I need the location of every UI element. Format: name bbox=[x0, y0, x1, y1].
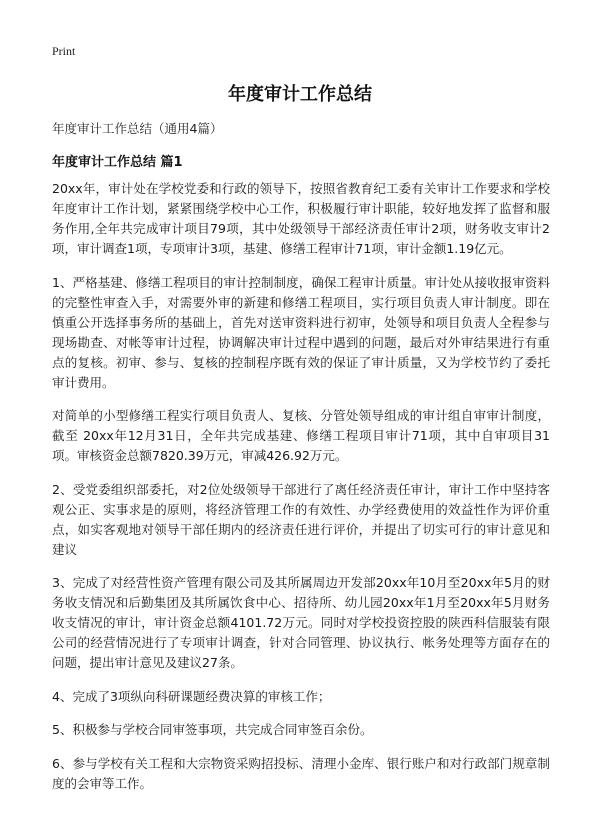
document-subtitle: 年度审计工作总结（通用4篇） bbox=[52, 121, 223, 136]
paragraph-intro: 20xx年，审计处在学校党委和行政的领导下，按照省教育纪工委有关审计工作要求和学校年度审计工作计划，紧紧围绕学校中心工作，积极履行审计职能，较好地发挥了监督和服务作用,全年共完成审计项目79项，其中处级领导干部经济责任审计2项，财务收支审计2项，审计调查1项，专项审计3项，基建、修缮工程审计71项，审计金额1.19亿元。 bbox=[52, 181, 550, 256]
paragraph-item-5: 5、积极参与学校合同审签事项，共完成合同审签百余份。 bbox=[52, 722, 373, 737]
document-body bbox=[52, 179, 550, 807]
paragraph-item-1: 1、严格基建、修缮工程项目的审计控制制度，确保工程审计质量。审计处从接收报审资料的完整性审查入手，对需要外审的新建和修缮工程项目，实行项目负责人审计制度。即在慎重公开选择事务所的基础上，首先对送审资料进行初审，处领导和项目负责人全程参与现场勘查、对帐等审计过程，协调解决审计过程中遇到的问题，最后对外审结果进行有重点的复核。初审、参与、复核的控制程序既有效的保证了审计质量，又为学校节约了委托审计费用。 bbox=[52, 274, 550, 390]
paragraph-item-3: 3、完成了对经营性资产管理有限公司及其所属周边开发部20xx年10月至20xx年5月的财务收支情况和后勤集团及其所属饮食中心、招待所、幼儿园20xx年1月至20xx年5月财务收支情况的审计，审计资金总额4101.72万元。同时对学校投资控股的陕西科信服装有限公司的经营情况进行了专项审计调查，针对合同管理、协议执行、帐务处理等方面存在的问题，提出审计意见及建议27条。 bbox=[52, 575, 550, 670]
paragraph-item-4: 4、完成了3项纵向科研课题经费决算的审核工作； bbox=[52, 688, 331, 704]
paragraph-item-2: 2、受党委组织部委托，对2位处级领导干部进行了离任经济责任审计，审计工作中坚持客观公正、实事求是的原则，将经济管理工作的有效性、办学经费使用的效益性作为评价重点，如实客观地对领导干部任期内的经济责任进行评价，并提出了切实可行的审计意见和建议 bbox=[52, 481, 550, 557]
paragraph-item-6: 6、参与学校有关工程和大宗物资采购招投标、清理小金库、银行账户和对行政部门规章制度的会审等工作。 bbox=[52, 755, 550, 791]
print-label: Print bbox=[52, 44, 76, 58]
section-heading: 年度审计工作总结 篇1 bbox=[52, 155, 183, 170]
page-title: 年度审计工作总结 bbox=[228, 84, 372, 105]
paragraph-small-projects: 对简单的小型修缮工程实行项目负责人、复核、分管处领导组成的审计组自审审计制度，截至 20xx年12月31日，全年共完成基建、修缮工程项目审计71项，其中自审项目31项。审核资金总额7820.39万元，审减426.92万元。 bbox=[52, 408, 550, 463]
